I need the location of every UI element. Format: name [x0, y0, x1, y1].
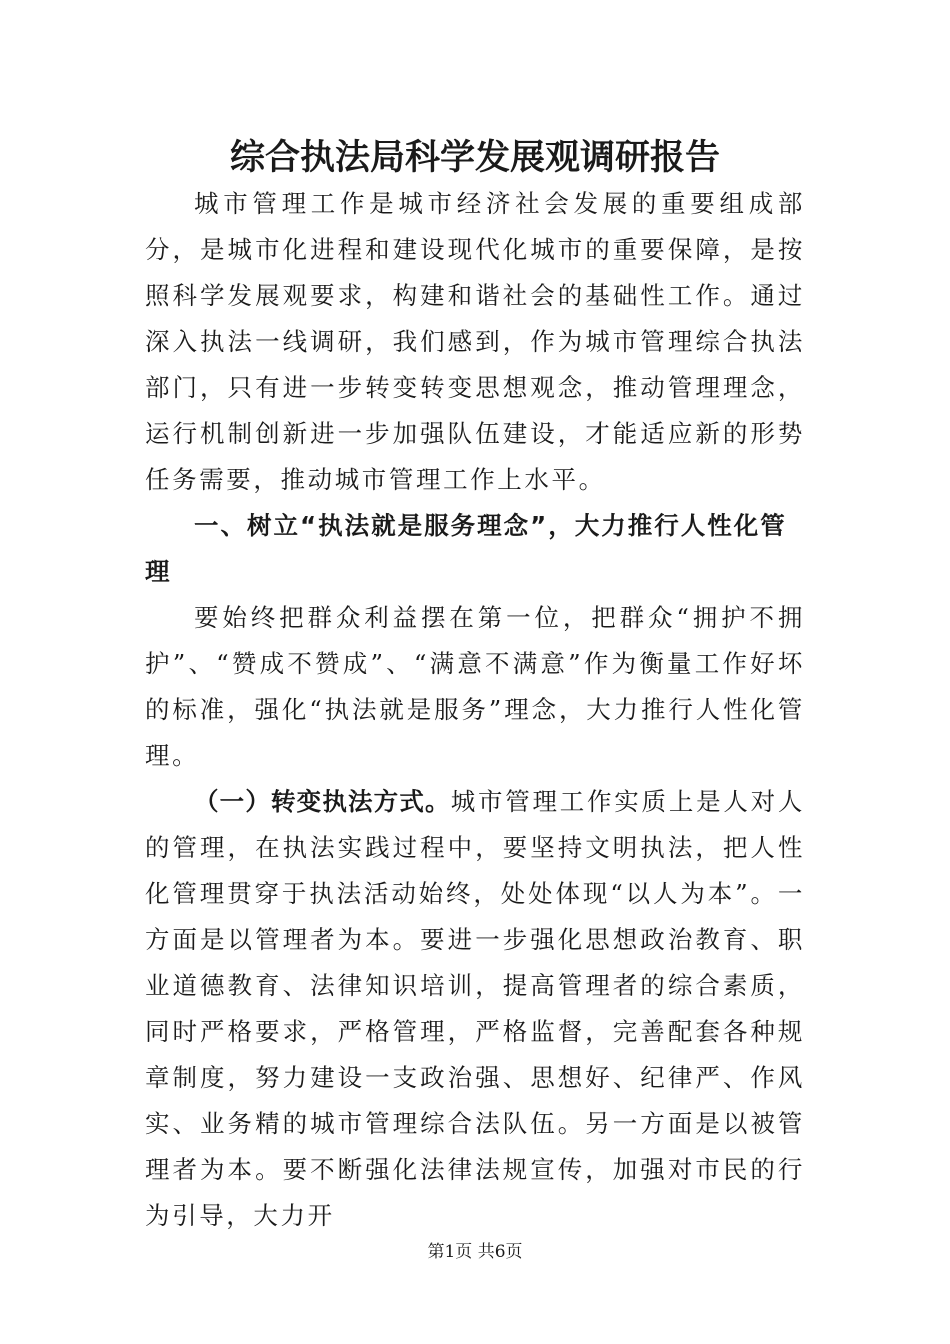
document-body	[145, 181, 805, 1239]
section-1-heading: 一、树立“执法就是服务理念”，大力推行人性化管理	[145, 511, 787, 586]
section-1-paragraph: 要始终把群众利益摆在第一位，把群众“拥护不拥护”、“赞成不赞成”、“满意不满意”作为衡量工作好坏的标准，强化“执法就是服务”理念，大力推行人性化管理。	[145, 603, 805, 770]
document-title: 综合执法局科学发展观调研报告	[229, 137, 720, 178]
subsection-1-text: 城市管理工作实质上是人对人的管理，在执法实践过程中，要坚持文明执法，把人性化管理贯穿于执法活动始终，处处体现“以人为本”。一方面是以管理者为本。要进一步强化思想政治教育、职业道德教育、法律知识培训，提高管理者的综合素质，同时严格要求，严格管理，严格监督，完善配套各种规章制度，努力建设一支政治强、思想好、纪律严、作风实、业务精的城市管理综合法队伍。另一方面是以被管理者为本。要不断强化法律法规宣传，加强对市民的行为引导，大力开	[145, 787, 805, 1230]
intro-paragraph: 城市管理工作是城市经济社会发展的重要组成部分，是城市化进程和建设现代化城市的重要保障，是按照科学发展观要求，构建和谐社会的基础性工作。通过深入执法一线调研，我们感到，作为城市管理综合执法部门，只有进一步转变转变思想观念，推动管理理念，运行机制创新进一步加强队伍建设，才能适应新的形势任务需要，推动城市管理工作上水平。	[145, 189, 805, 494]
page-number-footer: 第1页 共6页	[427, 1242, 523, 1262]
subsection-1-lead: （一）转变执法方式。	[194, 787, 451, 816]
subsection-1-paragraph	[145, 779, 805, 1239]
